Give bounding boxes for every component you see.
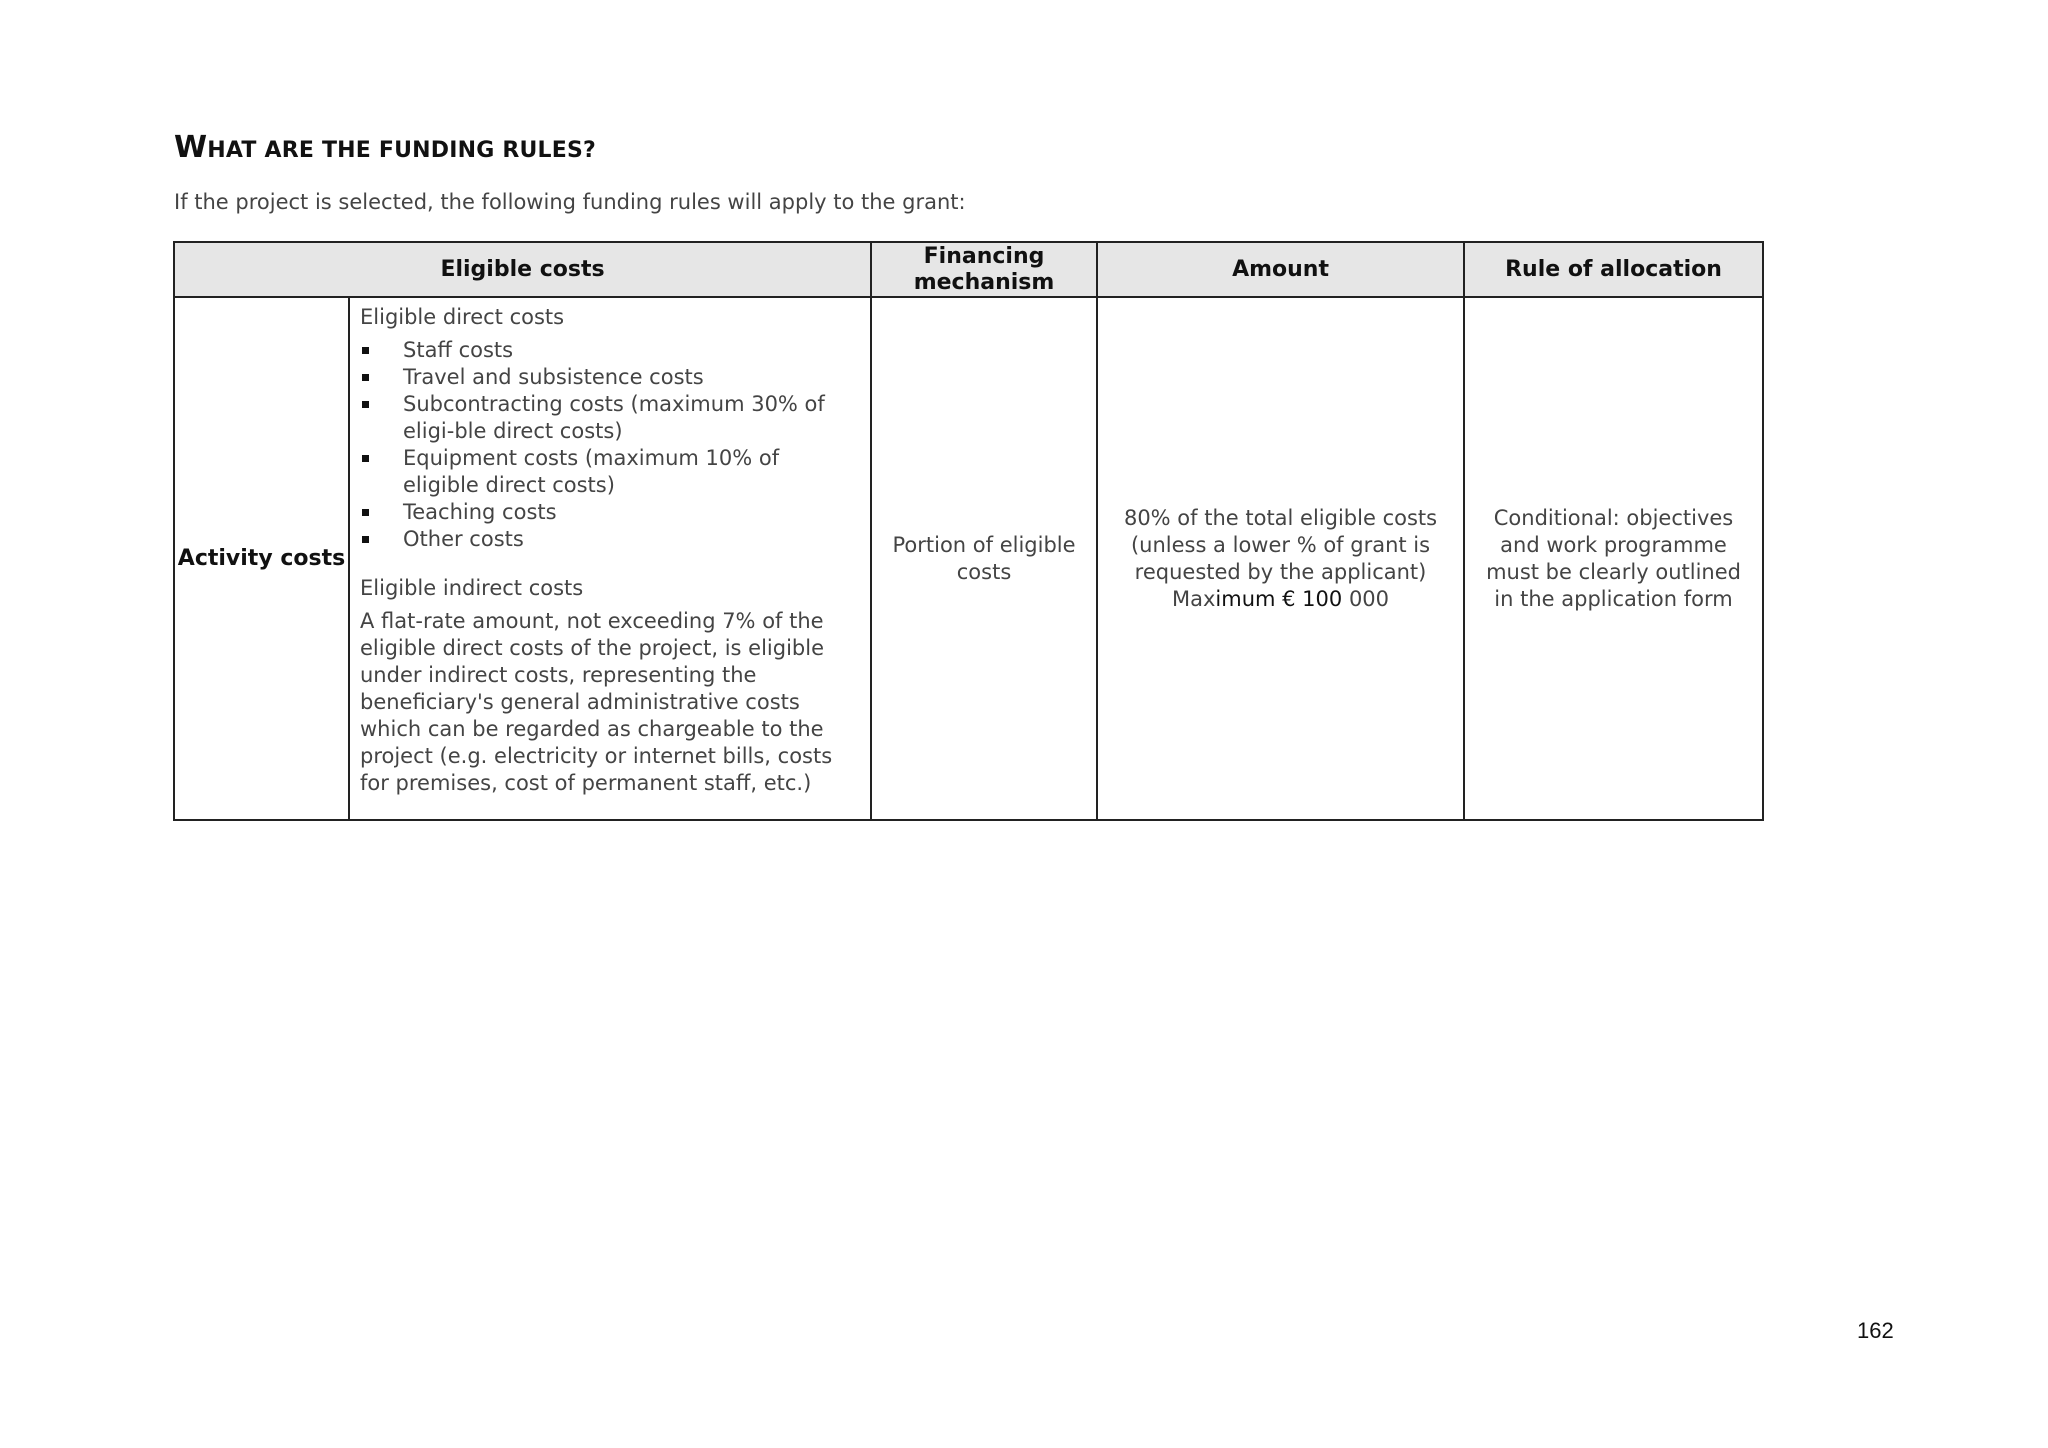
- financing-mechanism-cell: Portion of eligible costs: [871, 297, 1097, 820]
- amount-max-part1: Max: [1171, 586, 1216, 611]
- rule-of-allocation-cell: Conditional: objectives and work programme must be clearly outlined in the application form: [1464, 297, 1763, 820]
- amount-cell: [1097, 297, 1464, 820]
- amount-max-part3: 000: [1342, 586, 1390, 611]
- amount-line: (unless a lower % of grant is: [1130, 532, 1431, 557]
- indirect-costs-title: Eligible indirect costs: [360, 576, 584, 600]
- row-label-activity-costs: Activity costs: [174, 297, 349, 820]
- header-eligible-costs: Eligible costs: [174, 242, 871, 297]
- header-rule-of-allocation: Rule of allocation: [1464, 242, 1763, 297]
- list-item: Equipment costs (maximum 10% of eligible direct costs): [360, 445, 860, 499]
- list-item: Other costs: [360, 526, 860, 553]
- amount-line: requested by the applicant): [1134, 559, 1427, 584]
- header-financing-mechanism: Financing mechanism: [871, 242, 1097, 297]
- list-item: Travel and subsistence costs: [360, 364, 860, 391]
- section-heading: [174, 130, 596, 165]
- amount-line: 80% of the total eligible costs: [1123, 505, 1438, 530]
- direct-costs-title: Eligible direct costs: [360, 305, 565, 329]
- intro-paragraph: If the project is selected, the following funding rules will apply to the grant:: [174, 190, 966, 214]
- indirect-costs-description: A flat-rate amount, not exceeding 7% of the eligible direct costs of the project, is eligible under indirect costs, representing the beneficiary's general administrative costs which can be regarded as chargeable to the project (e.g. electricity or internet bills, costs for premises, cost of permanent staff, etc.): [360, 609, 833, 795]
- list-item: Subcontracting costs (maximum 30% of eligi-ble direct costs): [360, 391, 860, 445]
- amount-max-part2: imum € 100: [1215, 586, 1343, 611]
- list-item: Teaching costs: [360, 499, 860, 526]
- page-number: 162: [1857, 1318, 1894, 1343]
- heading-initial: W: [174, 130, 208, 165]
- table-row: [174, 297, 1763, 820]
- eligible-costs-detail: [349, 297, 871, 820]
- table-header-row: [174, 242, 1763, 297]
- direct-costs-list: [360, 337, 860, 553]
- amount-maximum: [1098, 586, 1463, 613]
- list-item: Staff costs: [360, 337, 860, 364]
- heading-rest: HAT ARE THE FUNDING RULES?: [207, 138, 596, 163]
- header-amount: Amount: [1097, 242, 1464, 297]
- funding-rules-table: [173, 241, 1764, 821]
